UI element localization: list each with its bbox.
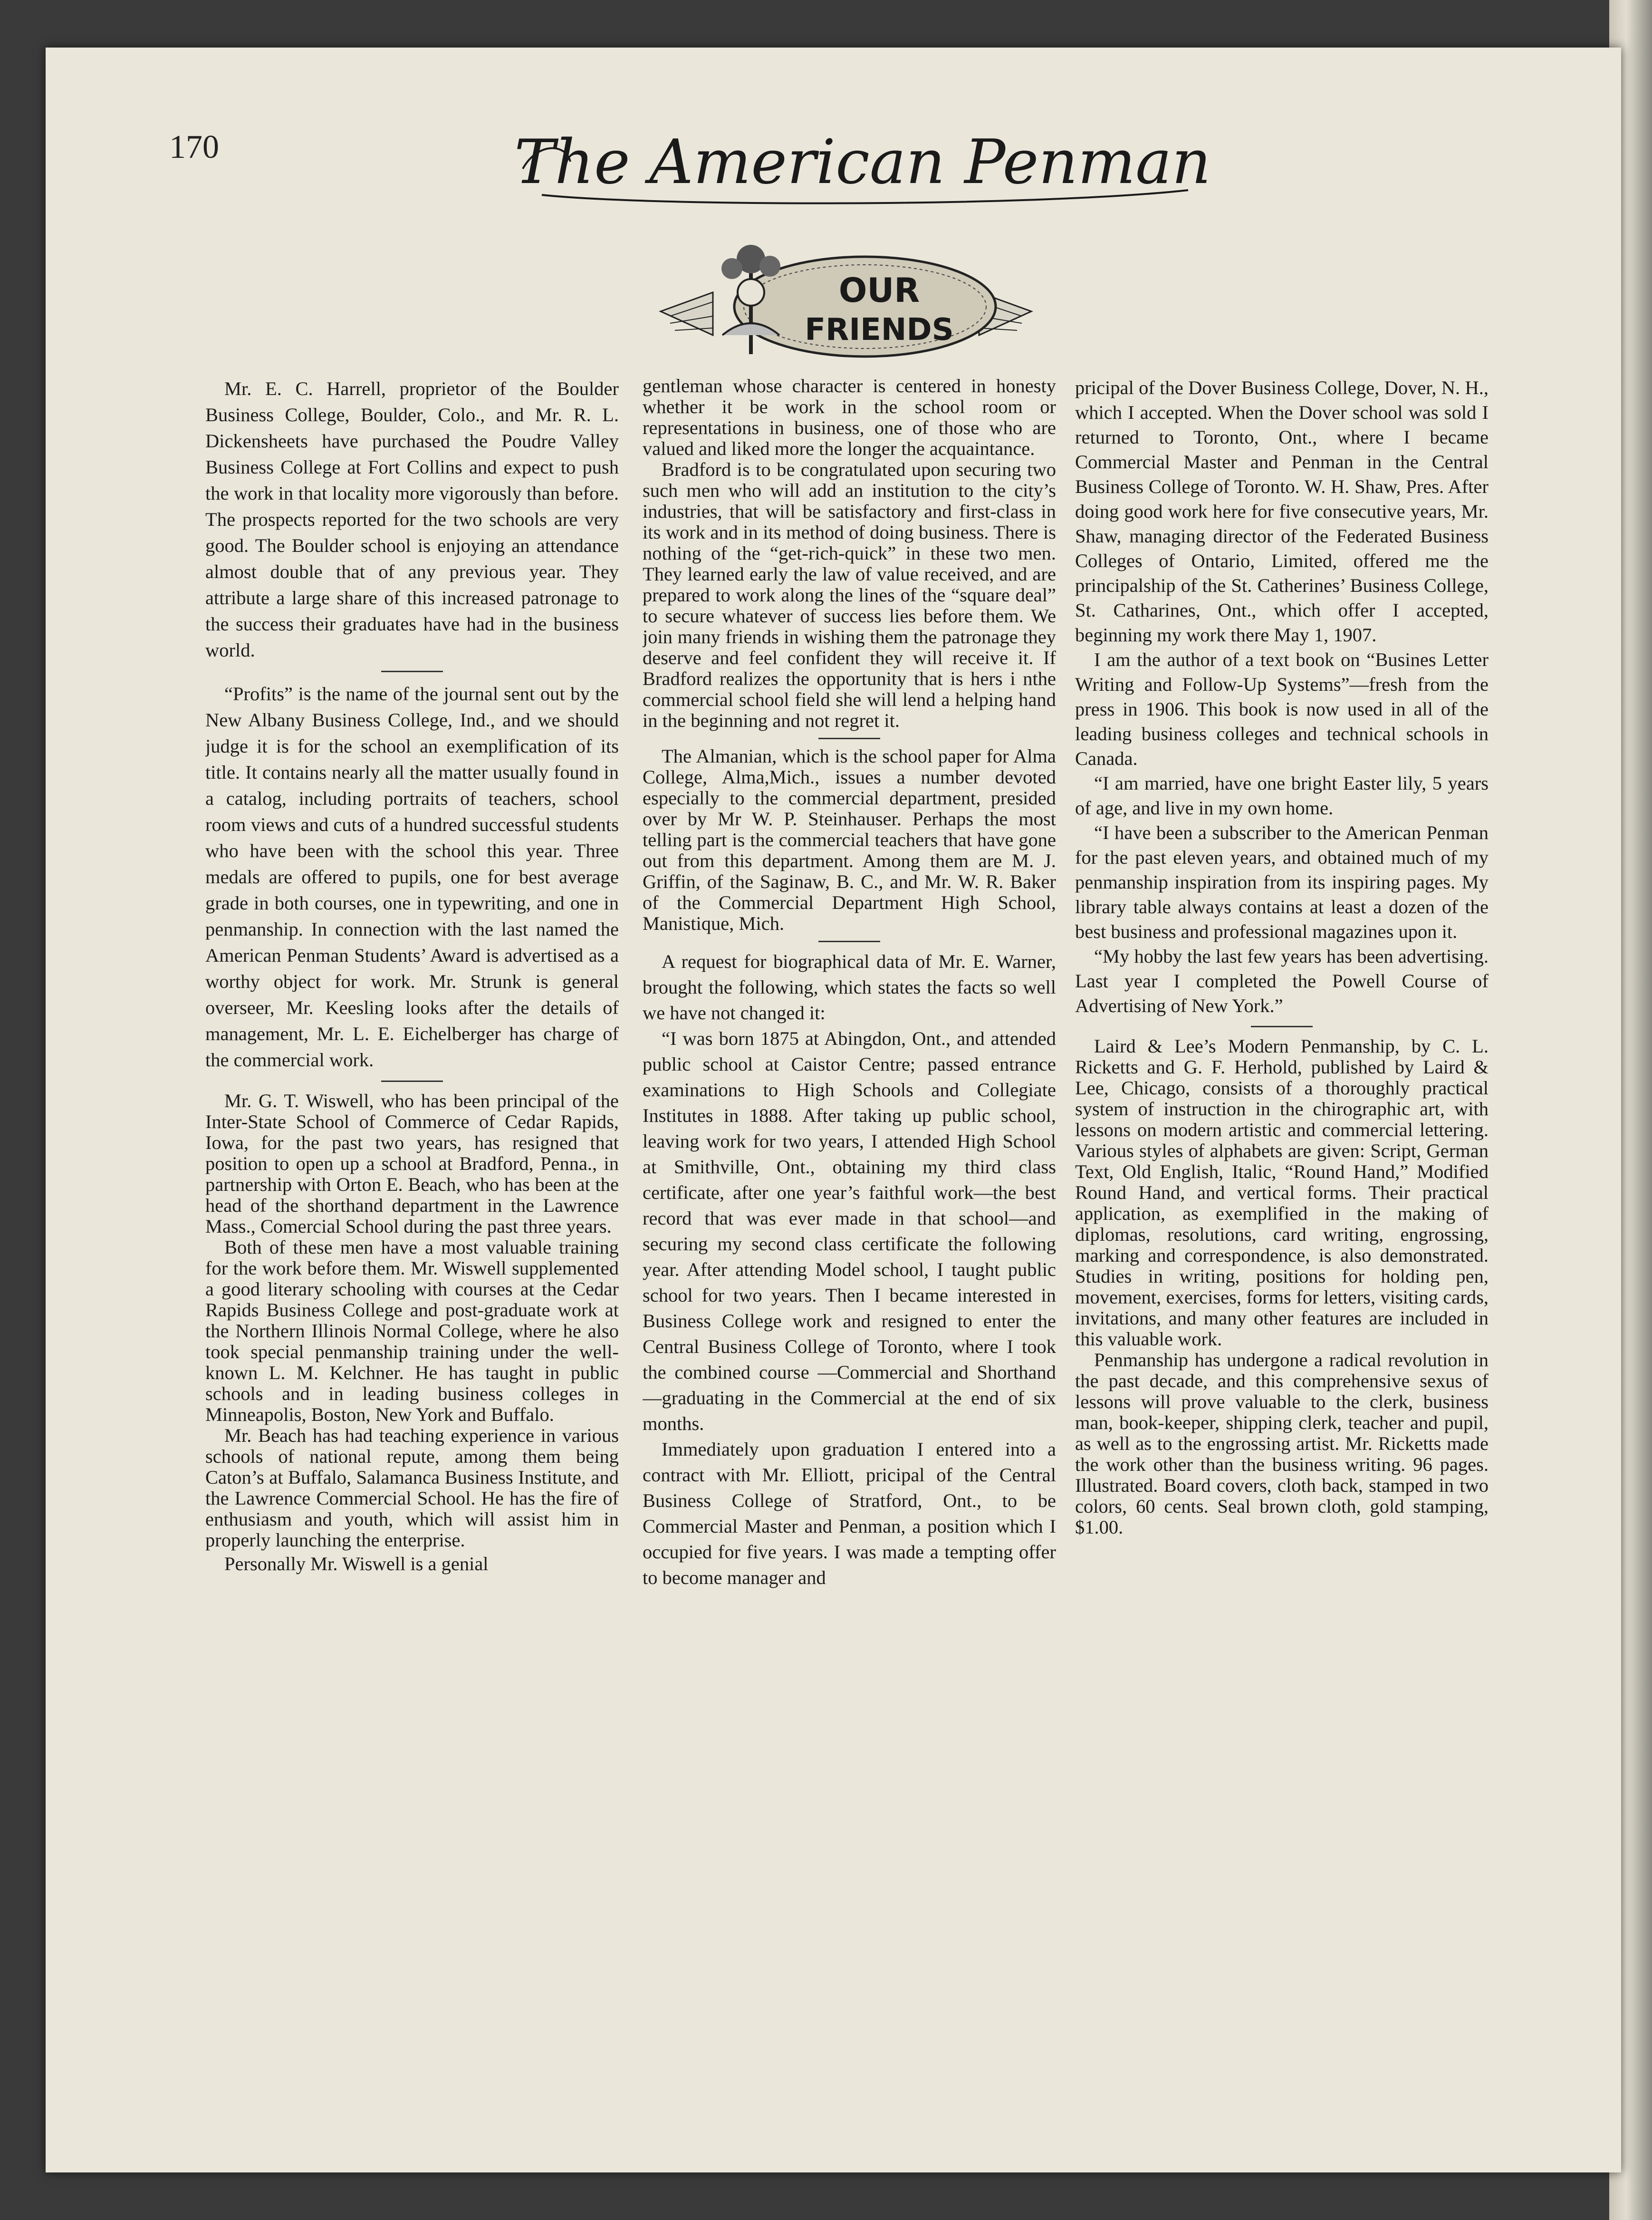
paragraph-wiswell-personal: Personally Mr. Wiswell is a genial bbox=[224, 1553, 489, 1574]
paragraph-laird-lee: Laird & Lee’s Modern Penmanship, by C. L. Ricketts and G. F. Herhold, published by Laird & Lee, Chicago, consists of a thoroughly practical system of instruction in the chirographic art, with lessons on modern artistic and commercial lettering. Various styles of alphabets are given: Script, German Text, Old English, Italic, “Round Hand,” Modified Round Hand, and vertical forms. Their practical application, as exemplified in the making of diplomas, resolutions, card writing, engrossing, marking and correspondence, is also demonstrated. Studies in writing, positions for holding pen, movement, exercises, forms for letters, visiting cards, invitations, and many other features are included in this valuable work. bbox=[1075, 1035, 1489, 1350]
paragraph-warner-bio: “I was born 1875 at Abingdon, Ont., and attended public school at Caistor Centre; passed entrance examinations to High Schools and Collegiate Institutes in 1888. After taking up public school, leaving work for two years, I attended High School at Smithville, Ont., obtaining my third class certificate, after one year’s faithful work—the best record that was ever made in that school—and securing my second class certificate the following year. After attending Model school, I taught public school for two years. Then I became interested in Business College work and resigned to enter the Central Business College of Toronto, where I took the combined course —Commercial and Shorthand—graduating in the Commercial at the end of six months. bbox=[643, 1028, 1056, 1434]
paragraph-harrell: Mr. E. C. Harrell, proprietor of the Boulder Business College, Boulder, Colo., and Mr. R. L. Dickensheets have purchased the Poudre Valley Business College at Fort Collins and expect to push the work in that locality more vigorously than before. The prospects reported for the two schools are very good. The Boulder school is enjoying an attendance almost double that of any previous year. They attribute a large share of this increased patronage to the success their graduates have had in the business world. bbox=[205, 378, 619, 661]
paragraph-subscriber: “I have been a subscriber to the American Penman for the past eleven years, and obtained much of my penmanship inspiration from its inspiring pages. My library table always contains at least a dozen of the best business and professional magazines upon it. bbox=[1075, 822, 1489, 942]
paragraph-almanian: The Almanian, which is the school paper for Alma College, Alma,Mich., issues a number devoted especially to the commercial department, presided over by Mr W. P. Steinhauser. Perhaps the most telling part is the commercial teachers that have gone out from this department. Among them are M. J. Griffin, of the Saginaw, B. C., and Mr. W. R. Baker of the Commercial Department High School, Manistique, Mich. bbox=[643, 745, 1056, 934]
paragraph-hobby: “My hobby the last few years has been advertising. Last year I completed the Powell Course of Advertising of New York.” bbox=[1075, 946, 1489, 1016]
section-divider bbox=[381, 1081, 443, 1082]
paragraph-wiswell-intro: Mr. G. T. Wiswell, who has been principal of the Inter-State School of Commerce of Cedar Rapids, Iowa, for the past two years, has resigned that position to open up a school at Bradford, Penna., in partnership with Orton E. Beach, who has been at the head of the shorthand department in the Lawrence Mass., Comercial School during the past three years. bbox=[205, 1090, 619, 1237]
paragraph-dover: pricipal of the Dover Business College, Dover, N. H., which I accepted. When the Dover school was sold I returned to Toronto, Ont., where I became Commercial Master and Penman in the Central Business College of Toronto. W. H. Shaw, Pres. After doing good work here for five consecutive years, Mr. Shaw, managing director of the Federated Business Colleges of Ontario, Limited, offered me the principalship of the St. Catherines’ Business College, St. Catharines, Ont., which offer I accepted, beginning my work there May 1, 1907. bbox=[1075, 377, 1489, 646]
masthead-script-title bbox=[513, 124, 1212, 209]
paragraph-beach: Mr. Beach has had teaching experience in various schools of national repute, among them being Caton’s at Buffalo, Salamanca Business Institute, and the Lawrence Commercial School. He has the fire of enthusiasm and youth, which will assist him in properly launching the enterprise. bbox=[205, 1425, 619, 1551]
paragraph-bradford: Bradford is to be congratulated upon securing two such men who will add an institution to the city’s industries, that will be satisfactory and first-class in its work and in its method of doing business. There is nothing of the “get-rich-quick” in these two men. They learned early the law of value received, and are prepared to work along the lines of the “square deal” to secure whatever of success lies before them. We join many friends in wishing them the patronage they deserve and feel confident they will receive it. If Bradford realizes the opportunity that is hers i nthe commercial school field she will lend a helping hand in the beginning and not regret it. bbox=[643, 459, 1056, 731]
section-divider bbox=[1251, 1026, 1313, 1027]
paragraph-gentleman: gentleman whose character is centered in honesty whether it be work in the school room or representations in business, one of those who are valued and liked more the longer the acquaintance. bbox=[643, 376, 1056, 459]
article-column-3 bbox=[1075, 376, 1489, 2058]
paragraph-text-book: I am the author of a text book on “Busines Letter Writing and Follow-Up Systems”—fresh from the press in 1906. This book is now used in all of the leading business colleges and technical schools in Canada. bbox=[1075, 649, 1489, 769]
paragraph-penmanship-revolution: Penmanship has undergone a radical revolution in the past decade, and this comprehensive sexus of lessons will prove valuable to the clerk, business man, book-keeper, shipping clerk, teacher and pupil, as well as to the engrossing artist. Mr. Ricketts made the work other than the business writing. 96 pages. Illustrated. Board covers, cloth back, stamped in two colors, 60 cents. Seal brown cloth, gold stamping, $1.00. bbox=[1075, 1349, 1489, 1538]
section-divider bbox=[818, 941, 880, 942]
paragraph-warner-stratford: Immediately upon graduation I entered into a contract with Mr. Elliott, pricipal of the Central Business College of Stratford, Ont., to be Commercial Master and Penman, a position which I occupied for five years. I was made a tempting offer to become manager and bbox=[643, 1438, 1056, 1588]
masthead-title-text: The American Penman bbox=[514, 127, 1211, 198]
page-number: 170 bbox=[169, 129, 219, 165]
section-divider bbox=[818, 738, 880, 739]
paragraph-warner-request: A request for biographical data of Mr. E. Warner, brought the following, which states the facts so well we have not changed it: bbox=[643, 951, 1056, 1023]
paragraph-training: Both of these men have a most valuable training for the work before them. Mr. Wiswell supplemented a good literary schooling with courses at the Cedar Rapids Business College and post-graduate work at the Northern Illinois Normal College, where he also took special penmanship training under the well-known L. M. Kelchner. He has taught in public schools and in leading business colleges in Minneapolis, Boston, New York and Buffalo. bbox=[205, 1236, 619, 1425]
article-column-2 bbox=[643, 376, 1056, 2058]
paragraph-married: “I am married, have one bright Easter lily, 5 years of age, and live in my own home. bbox=[1075, 772, 1489, 819]
emblem-word-our: OUR bbox=[838, 271, 920, 310]
our-friends-emblem bbox=[642, 240, 1050, 368]
section-divider bbox=[381, 671, 443, 672]
paragraph-profits-journal: “Profits” is the name of the journal sent out by the New Albany Business College, Ind., and we should judge it is for the school an exemplification of its title. It contains nearly all the matter usually found in a catalog, including portraits of teachers, school room views and cuts of a hundred successful students who have been with the school this year. Three medals are offered to pupils, one for best average grade in both courses, one in typewriting, and one in penmanship. In connection with the last named the American Penman Students’ Award is advertised as a worthy object for work. Mr. Strunk is general overseer, Mr. Keesling looks after the details of management, Mr. L. E. Eichelberger has charge of the commercial work. bbox=[205, 683, 619, 1071]
emblem-word-friends: FRIENDS bbox=[805, 312, 954, 347]
article-column-1 bbox=[205, 376, 619, 2058]
